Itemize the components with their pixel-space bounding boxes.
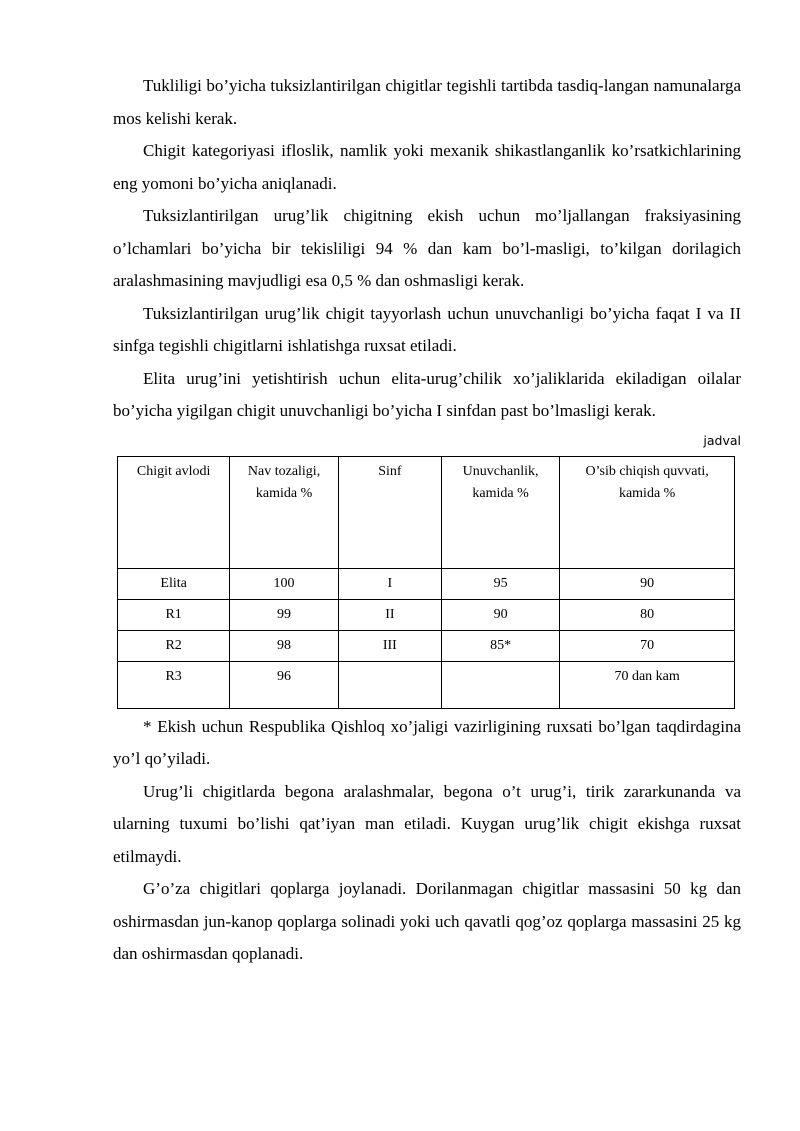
table-cell: 99 xyxy=(230,599,339,630)
column-header: Chigit avlodi xyxy=(118,456,230,568)
column-header: Nav tozaligi, kamida % xyxy=(230,456,339,568)
table-cell: R1 xyxy=(118,599,230,630)
table-header-row xyxy=(118,456,735,568)
paragraph: Tuksizlantirilgan urug’lik chigit tayyorlash uchun unuvchanligi bo’yicha faqat I va II sinfga tegishli chigitlarni ishlatishga ruxsat etiladi. xyxy=(113,303,741,355)
table-row xyxy=(118,568,735,599)
table-cell: I xyxy=(338,568,441,599)
table-cell: 85* xyxy=(441,630,559,661)
seed-standards-table xyxy=(117,456,735,709)
table-cell xyxy=(338,661,441,708)
document-page xyxy=(113,70,741,971)
table-cell: 96 xyxy=(230,661,339,708)
paragraph: Chigit kategoriyasi ifloslik, namlik yoki mexanik shikastlanganlik ko’rsatkichlarining eng yomoni bo’yicha aniqlanadi. xyxy=(113,141,741,193)
table-cell: 100 xyxy=(230,568,339,599)
table-cell: 70 xyxy=(560,630,735,661)
table-footnote: * Ekish uchun Respublika Qishloq xo’jaligi vazirligining ruxsati bo’lgan taqdirdagina yo’l qo’yiladi. xyxy=(113,716,741,768)
paragraph: Urug’li chigitlarda begona aralashmalar, begona o’t urug’i, tirik zararkunanda va ularning tuxumi bo’lishi qat’iyan man etiladi. Kuygan urug’lik chigit ekishga ruxsat etilmaydi. xyxy=(113,781,741,866)
table-cell: R2 xyxy=(118,630,230,661)
column-header: Sinf xyxy=(338,456,441,568)
table-cell: R3 xyxy=(118,661,230,708)
table-cell: 80 xyxy=(560,599,735,630)
table-cell: 90 xyxy=(441,599,559,630)
table-cell: 98 xyxy=(230,630,339,661)
table-cell: II xyxy=(338,599,441,630)
column-header: Unuvchanlik, kamida % xyxy=(441,456,559,568)
table-cell: III xyxy=(338,630,441,661)
table-row xyxy=(118,661,735,708)
table-cell: Elita xyxy=(118,568,230,599)
paragraph: Tukliligi bo’yicha tuksizlantirilgan chigitlar tegishli tartibda tasdiq-langan namunalarga mos kelishi kerak. xyxy=(113,76,741,128)
column-header: O’sib chiqish quvvati, kamida % xyxy=(560,456,735,568)
table-caption: jadval xyxy=(703,432,741,448)
paragraph: Tuksizlantirilgan urug’lik chigitning ekish uchun mo’ljallangan fraksiyasining o’lchamlari bo’yicha bir tekisliligi 94 % dan kam bo’l-masligi, to’kilgan dorilagich aralashmasining mavjudligi esa 0,5 % dan oshmasligi kerak. xyxy=(113,206,741,290)
table-cell: 70 dan kam xyxy=(560,661,735,708)
table-cell: 95 xyxy=(441,568,559,599)
paragraph: Elita urug’ini yetishtirish uchun elita-urug’chilik xo’jaliklarida ekiladigan oilalar bo’yicha yigilgan chigit unuvchanligi bo’yicha I sinfdan past bo’lmasligi kerak. xyxy=(113,368,741,420)
table-cell xyxy=(441,661,559,708)
table-row xyxy=(118,630,735,661)
table-cell: 90 xyxy=(560,568,735,599)
table-row xyxy=(118,599,735,630)
paragraph: G’o’za chigitlari qoplarga joylanadi. Dorilanmagan chigitlar massasini 50 kg dan oshirmasdan jun-kanop qoplarga solinadi yoki uch qavatli qog’oz qoplarga massasini 25 kg dan oshirmasdan qoplanadi. xyxy=(113,879,741,963)
